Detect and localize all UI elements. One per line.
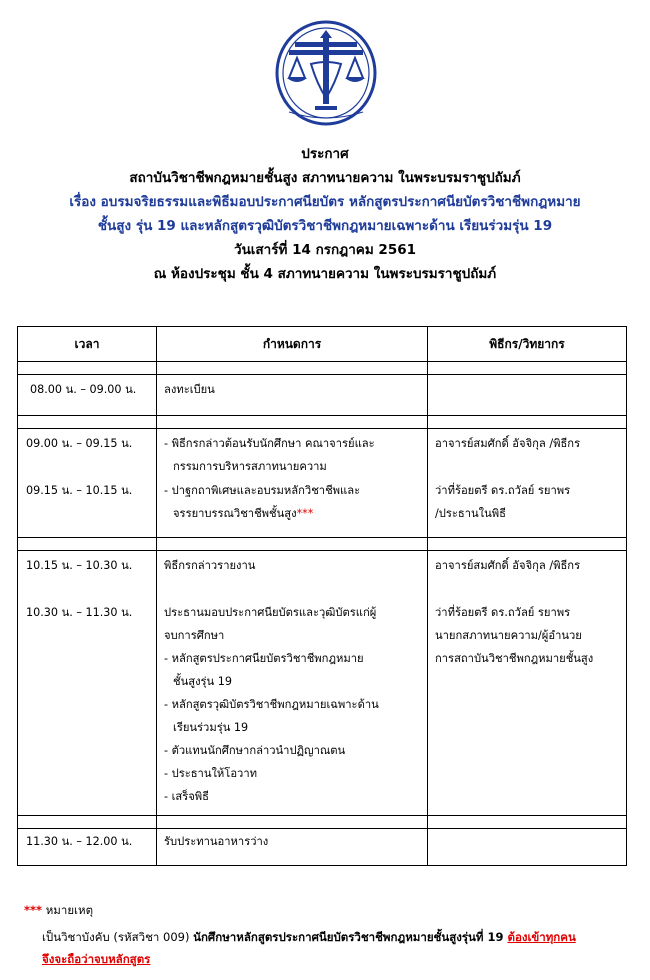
row2-agenda-2a: - ปาฐกถาพิเศษและอบรมหลักวิชาชีพและ [164, 484, 361, 497]
row2-time-1: 09.00 น. – 09.15 น. [26, 437, 133, 450]
event-date: วันเสาร์ที่ 14 กรกฎาคม 2561 [233, 242, 417, 258]
note-text-4: จึงจะถือว่าจบหลักสูตร [42, 952, 151, 966]
row3-host: อาจารย์สมศักดิ์ อัจจิกุล /พิธีกร [435, 559, 581, 572]
announcement-header [0, 142, 650, 286]
row3-agenda-3: จบการศึกษา [164, 629, 225, 642]
table-gap [18, 538, 627, 551]
note-asterisk: *** [24, 903, 43, 917]
table-gap [18, 416, 627, 429]
header-host: พิธีกร/วิทยากร [428, 327, 627, 362]
table-row [18, 551, 627, 816]
table-header-row [18, 327, 627, 362]
subject-line-1: เรื่อง อบรมจริยธรรมและพิธีมอบประกาศนียบัตร หลักสูตรประกาศนียบัตรวิชาชีพกฎหมาย [69, 194, 581, 210]
row1-agenda: ลงทะเบียน [164, 383, 215, 396]
row3-agenda-10: - เสร็จพิธี [164, 790, 210, 803]
row1-time: 08.00 น. – 09.00 น. [30, 383, 137, 396]
row3-agenda-9: - ประธานให้โอวาท [164, 767, 257, 780]
row2-agenda-1a: - พิธีกรกล่าวต้อนรับนักศึกษา คณาจารย์และ [164, 437, 375, 450]
row3-chair-role-1: นายกสภาทนายความ/ผู้อำนวย [435, 629, 582, 642]
note-heading [24, 902, 93, 920]
row2-agenda-1b: กรรมการบริหารสภาทนายความ [173, 460, 327, 473]
row3-chair-name: ว่าที่ร้อยตรี ดร.ถวัลย์ รยาพร [435, 606, 571, 619]
table-row [18, 429, 627, 538]
note-text-3: ต้องเข้าทุกคน [507, 930, 576, 944]
row4-time: 11.30 น. – 12.00 น. [26, 835, 133, 848]
row2-agenda-2b: จรรยาบรรณวิชาชีพชั้นสูง [173, 507, 297, 520]
institute-name: สถาบันวิชาชีพกฎหมายชั้นสูง สภาทนายความ ในพระบรมราชูปถัมภ์ [129, 170, 521, 186]
table-row [18, 375, 627, 416]
note-text-1: เป็นวิชาบังคับ (รหัสวิชา 009) [42, 930, 194, 944]
table-row [18, 829, 627, 866]
header-time: เวลา [18, 327, 157, 362]
row3-agenda-6: - หลักสูตรวุฒิบัตรวิชาชีพกฎหมายเฉพาะด้าน [164, 698, 379, 711]
row3-agenda-2: ประธานมอบประกาศนียบัตรและวุฒิบัตรแก่ผู้ [164, 606, 377, 619]
subject-line-2: ชั้นสูง รุ่น 19 และหลักสูตรวุฒิบัตรวิชาชีพกฎหมายเฉพาะด้าน เรียนร่วมรุ่น 19 [97, 218, 553, 234]
header-agenda: กำหนดการ [157, 327, 428, 362]
row2-chair-role: /ประธานในพิธี [435, 507, 506, 520]
row3-agenda-4: - หลักสูตรประกาศนียบัตรวิชาชีพกฎหมาย [164, 652, 364, 665]
row3-chair-role-2: การสถาบันวิชาชีพกฎหมายชั้นสูง [435, 652, 594, 665]
table-gap [18, 362, 627, 375]
row3-time-2: 10.30 น. – 11.30 น. [26, 606, 133, 619]
schedule-table [17, 326, 627, 866]
note-label: หมายเหตุ [45, 903, 94, 917]
row3-agenda-5: ชั้นสูงรุ่น 19 [173, 675, 232, 688]
row2-asterisk-mark: *** [296, 507, 314, 520]
row2-time-2: 09.15 น. – 10.15 น. [26, 484, 133, 497]
council-logo [275, 20, 377, 126]
note-text-2: นักศึกษาหลักสูตรประกาศนียบัตรวิชาชีพกฎหมายชั้นสูงรุ่นที่ 19 [193, 930, 508, 944]
row3-agenda-7: เรียนร่วมรุ่น 19 [173, 721, 249, 734]
row3-agenda-1: พิธีกรกล่าวรายงาน [164, 559, 256, 572]
row3-time-1: 10.15 น. – 10.30 น. [26, 559, 133, 572]
table-gap [18, 816, 627, 829]
row4-agenda: รับประทานอาหารว่าง [164, 835, 269, 848]
row2-host: อาจารย์สมศักดิ์ อัจจิกุล /พิธีกร [435, 437, 581, 450]
announcement-title: ประกาศ [301, 146, 349, 162]
note-body [42, 926, 576, 970]
row2-chair-name: ว่าที่ร้อยตรี ดร.ถวัลย์ รยาพร [435, 484, 571, 497]
row3-agenda-8: - ตัวแทนนักศึกษากล่าวนำปฏิญาณตน [164, 744, 346, 757]
event-location: ณ ห้องประชุม ชั้น 4 สภาทนายความ ในพระบรมราชูปถัมภ์ [153, 266, 497, 282]
